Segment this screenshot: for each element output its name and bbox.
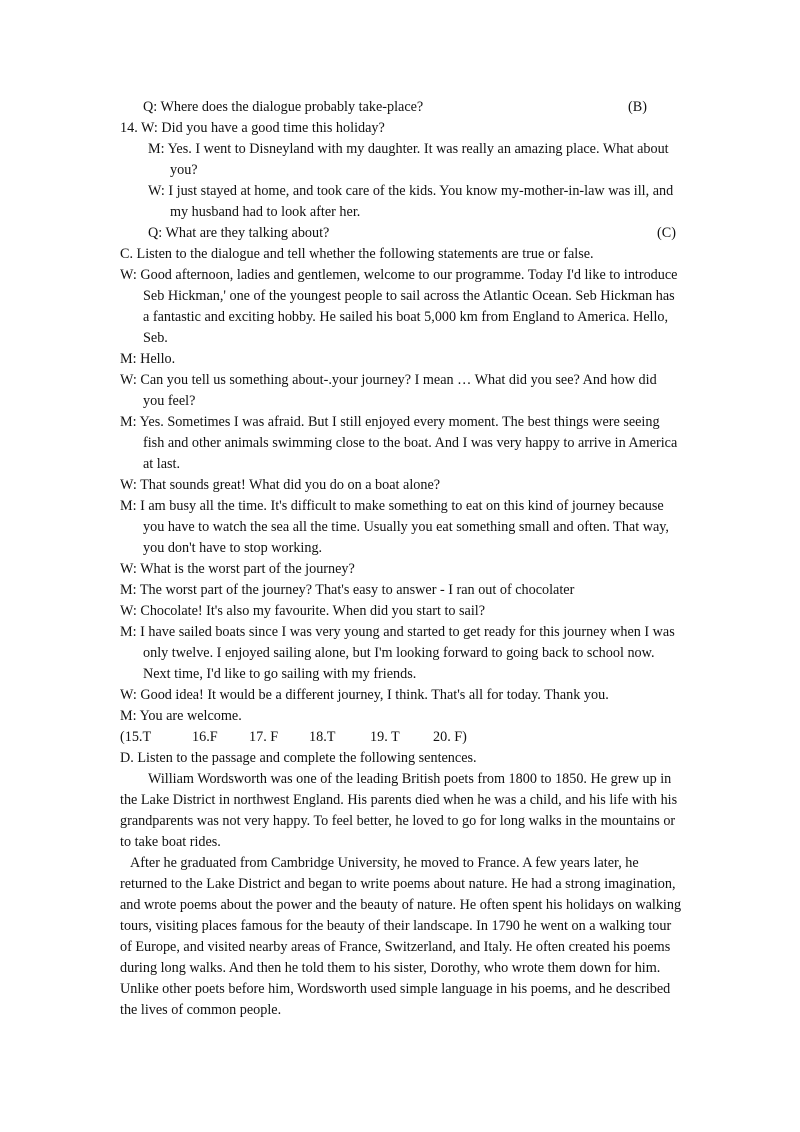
passage-line: returned to the Lake District and began to write poems about nature. He had a strong imagination, [120, 876, 676, 892]
passage-line: tours, visiting places famous for the beauty of their landscape. In 1790 he went on a walking tour [120, 918, 672, 934]
dialogue-line: Next time, I'd like to go sailing with my friends. [143, 666, 417, 682]
passage-line: William Wordsworth was one of the leading British poets from 1800 to 1850. He grew up in [148, 771, 672, 787]
dialogue-line: only twelve. I enjoyed sailing alone, but I'm looking forward to going back to school now. [143, 645, 655, 661]
section-d-heading: D. Listen to the passage and complete the following sentences. [120, 750, 477, 766]
q14-man-line: you? [170, 162, 198, 178]
q14-man-line: M: Yes. I went to Disneyland with my daughter. It was really an amazing place. What about [148, 141, 669, 157]
q14-woman-line: my husband had to look after her. [170, 204, 361, 220]
passage-line: of Europe, and visited nearby areas of France, Switzerland, and Italy. He often created his poems [120, 939, 671, 955]
dialogue-line: M: I have sailed boats since I was very young and started to get ready for this journey when I was [120, 624, 675, 640]
dialogue-line: M: I am busy all the time. It's difficult to make something to eat on this kind of journey because [120, 498, 664, 514]
passage-line: the lives of common people. [120, 1002, 282, 1018]
dialogue-line: W: That sounds great! What did you do on a boat alone? [120, 477, 441, 493]
answer-20: 20. F) [433, 729, 467, 745]
dialogue-line: you have to watch the sea all the time. Usually you eat something small and often. That way, [143, 519, 669, 535]
passage-line: to take boat rides. [120, 834, 221, 850]
q13-question: Q: Where does the dialogue probably take-place? [143, 99, 424, 115]
dialogue-line: Seb Hickman,' one of the youngest people to sail across the Atlantic Ocean. Seb Hickman has [143, 288, 675, 304]
answer-18: 18.T [309, 729, 336, 745]
q14-line: 14. W: Did you have a good time this holiday? [120, 120, 385, 136]
q14-question: Q: What are they talking about? [148, 225, 330, 241]
answer-16: 16.F [192, 729, 218, 745]
dialogue-line: fish and other animals swimming close to the boat. And I was very happy to arrive in America [143, 435, 678, 451]
dialogue-line: M: Hello. [120, 351, 176, 367]
dialogue-line: M: Yes. Sometimes I was afraid. But I still enjoyed every moment. The best things were seeing [120, 414, 660, 430]
dialogue-line: a fantastic and exciting hobby. He sailed his boat 5,000 km from England to America. Hello, [143, 309, 669, 325]
passage-line: during long walks. And then he told them to his sister, Dorothy, who wrote them down for him. [120, 960, 661, 976]
passage-line: grandparents was not very happy. To feel better, he loved to go for long walks in the mountains or [120, 813, 676, 829]
dialogue-line: you feel? [143, 393, 196, 409]
dialogue-line: Seb. [143, 330, 168, 346]
passage-line: After he graduated from Cambridge University, he moved to France. A few years later, he [130, 855, 639, 871]
passage-line: and wrote poems about the power and the beauty of nature. He often spent his holidays on walking [120, 897, 682, 913]
q14-woman-line: W: I just stayed at home, and took care of the kids. You know my-mother-in-law was ill, and [148, 183, 674, 199]
dialogue-line: you don't have to stop working. [143, 540, 323, 556]
dialogue-line: at last. [143, 456, 181, 472]
dialogue-line: W: Good afternoon, ladies and gentlemen, welcome to our programme. Today I'd like to introduce [120, 267, 678, 283]
dialogue-line: W: Good idea! It would be a different journey, I think. That's all for today. Thank you. [120, 687, 609, 703]
q14-answer: (C) [657, 225, 676, 241]
dialogue-line: M: The worst part of the journey? That's easy to answer - I ran out of chocolater [120, 582, 575, 598]
answer-17: 17. F [249, 729, 279, 745]
dialogue-line: W: What is the worst part of the journey? [120, 561, 355, 577]
dialogue-line: M: You are welcome. [120, 708, 242, 724]
answer-15: (15.T [120, 729, 152, 745]
passage-line: Unlike other poets before him, Wordsworth used simple language in his poems, and he described [120, 981, 671, 997]
dialogue-line: W: Can you tell us something about-.your journey? I mean … What did you see? And how did [120, 372, 657, 388]
dialogue-line: W: Chocolate! It's also my favourite. When did you start to sail? [120, 603, 486, 619]
passage-line: the Lake District in northwest England. His parents died when he was a child, and his life with his [120, 792, 678, 808]
answer-19: 19. T [370, 729, 400, 745]
section-c-heading: C. Listen to the dialogue and tell whether the following statements are true or false. [120, 246, 594, 262]
q13-answer: (B) [628, 99, 647, 115]
